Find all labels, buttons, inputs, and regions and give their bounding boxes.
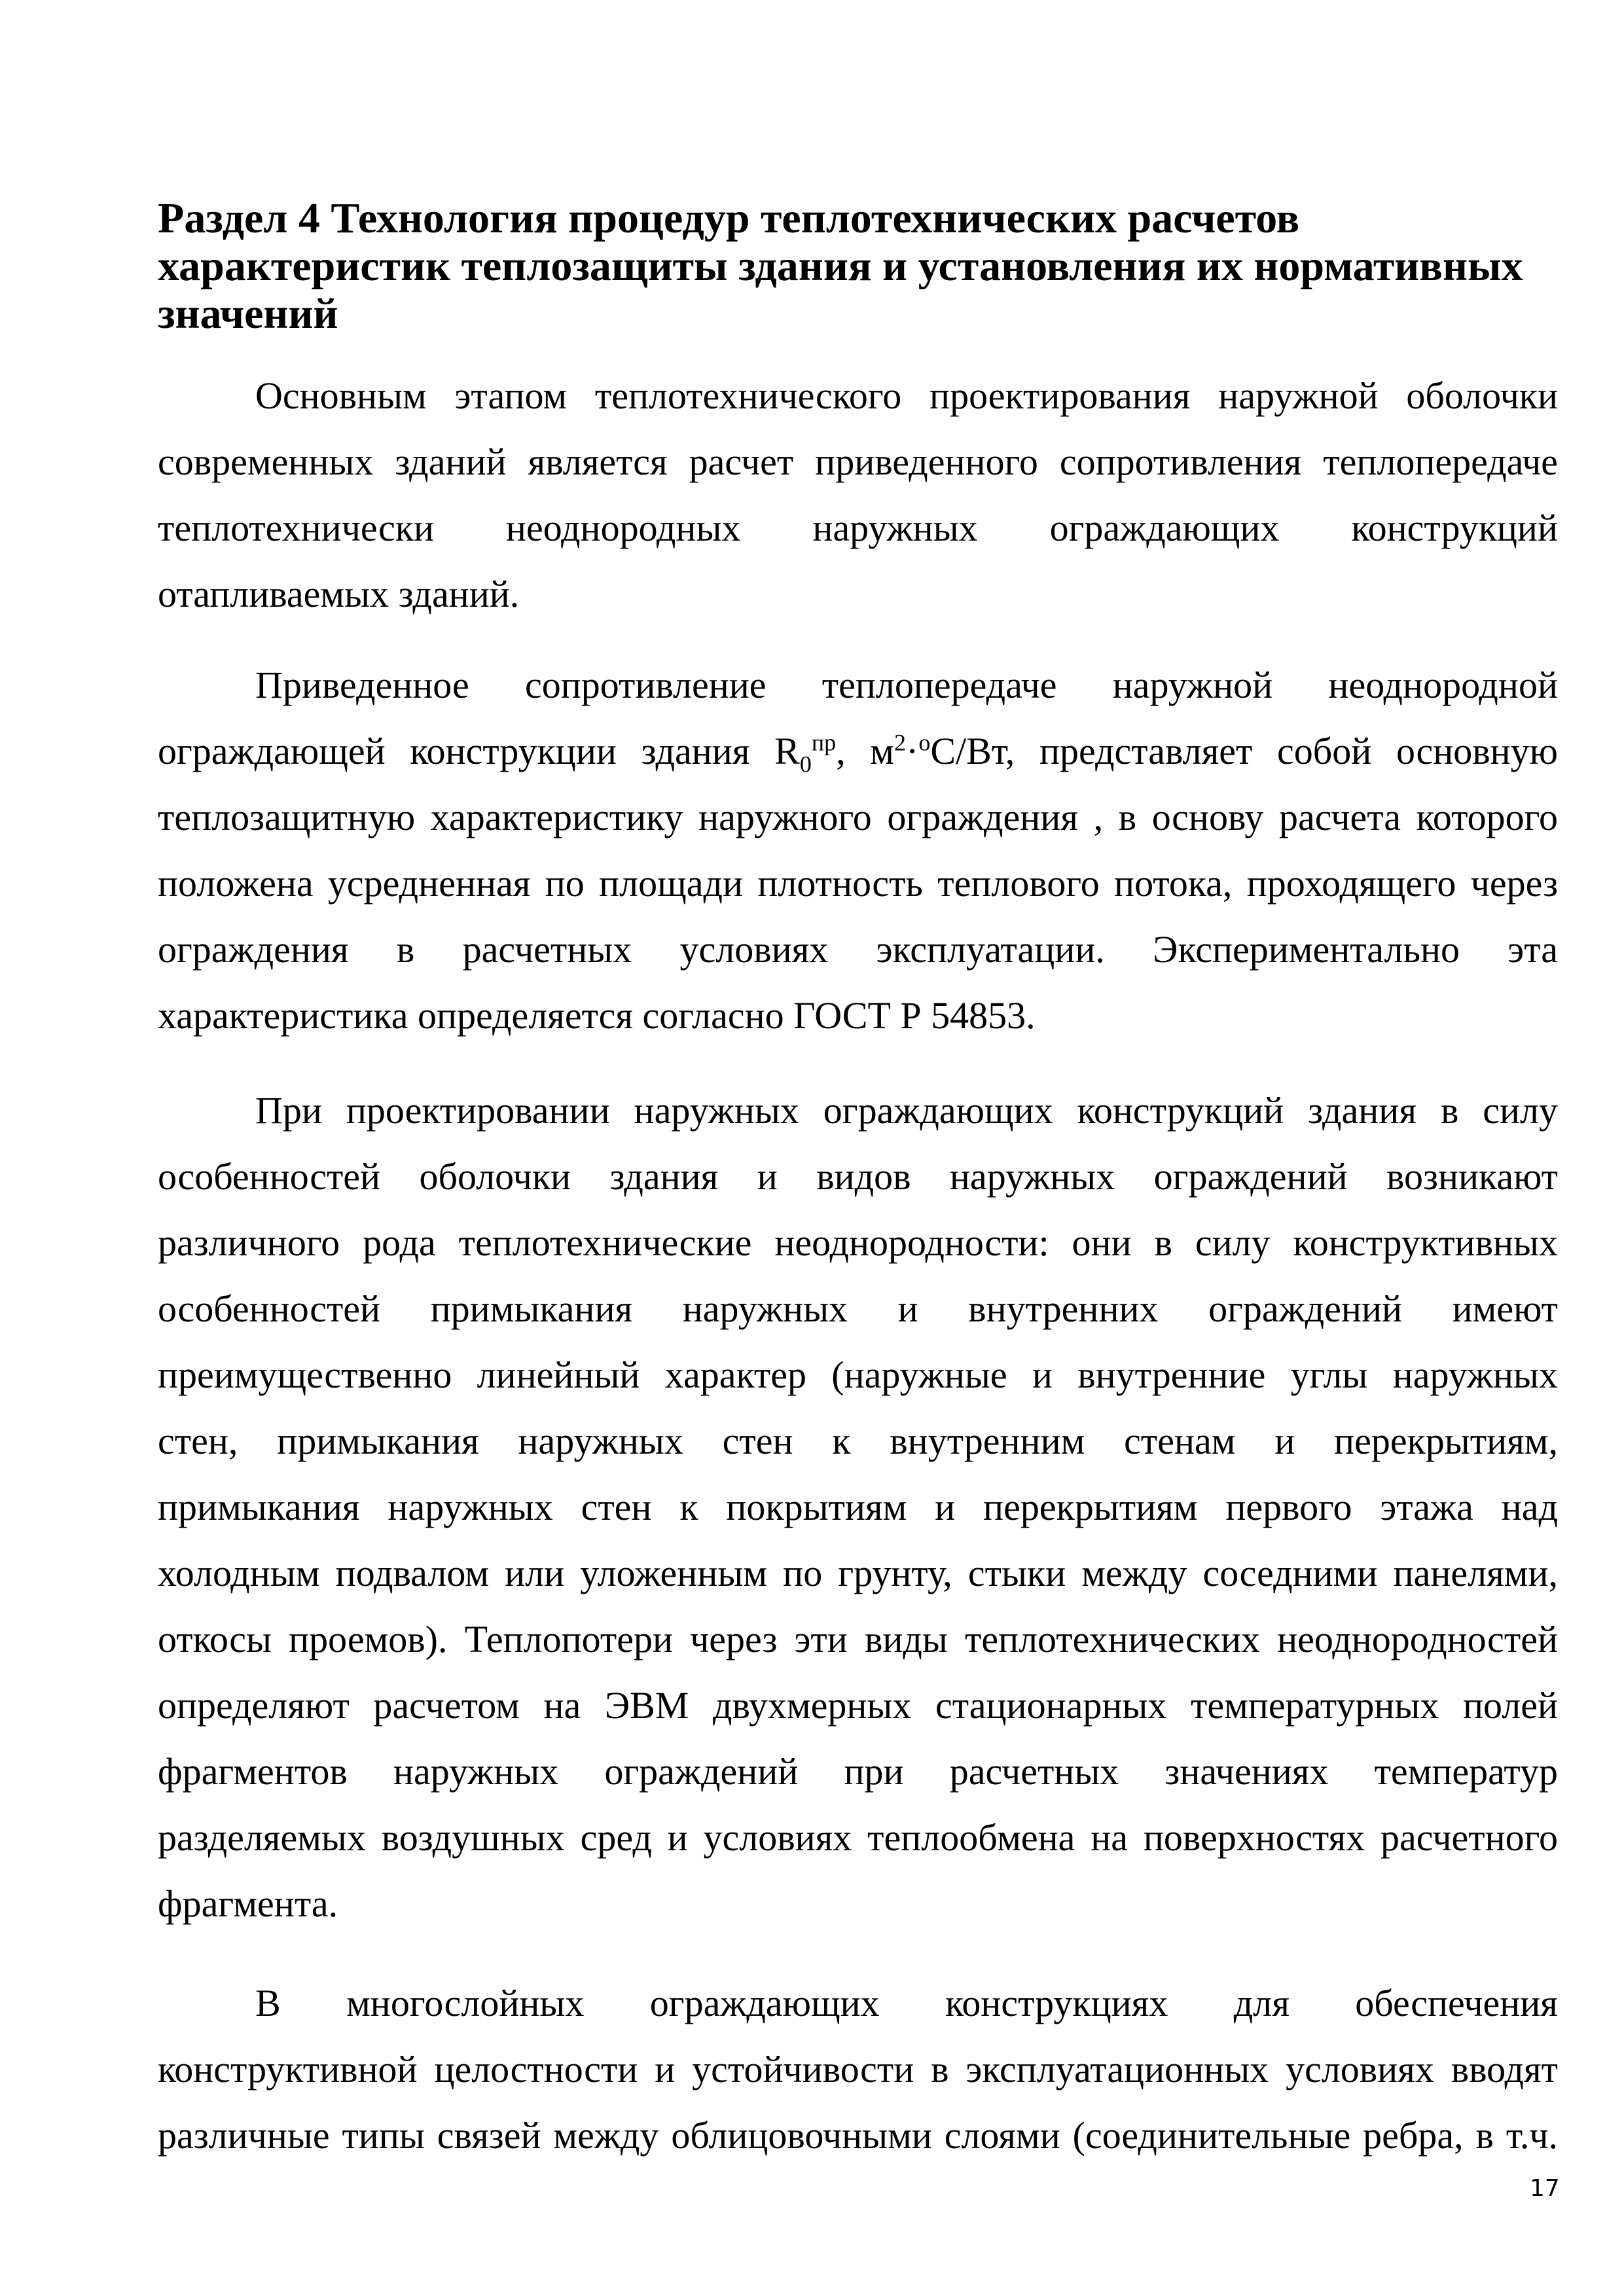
text-line: различные типы связей между облицовочными слоями (соединительные ребра, в т.ч. [158, 2114, 1558, 2157]
text-line-formula [158, 718, 1558, 784]
text-line: положена усредненная по площади плотность теплового потока, проходящего через [158, 862, 1558, 905]
text-line: откосы проемов). Теплопотери через эти виды теплотехнических неоднородностей [158, 1618, 1558, 1660]
text-line: определяют расчетом на ЭВМ двухмерных стационарных температурных полей [158, 1684, 1558, 1727]
text-line: теплозащитную характеристику наружного ограждения , в основу расчета которого [158, 796, 1558, 838]
page-number: 17 [1530, 2175, 1560, 2202]
text-line: теплотехнически неоднородных наружных ограждающих конструкций [158, 507, 1558, 549]
subscript: 0 [799, 751, 812, 778]
text-line: При проектировании наружных ограждающих конструкций здания в силу [255, 1089, 1558, 1132]
superscript: пр [811, 729, 837, 756]
text: · [905, 730, 919, 772]
text-line: Основным этапом теплотехнического проектирования наружной оболочки [255, 374, 1558, 417]
text-line: стен, примыкания наружных стен к внутренним стенам и перекрытиям, [158, 1420, 1558, 1462]
heading-line: Раздел 4 Технология процедур теплотехнических расчетов [158, 194, 1300, 242]
text-line: современных зданий является расчет приведенного сопротивления теплопередаче [158, 440, 1558, 483]
text-line: особенностей оболочки здания и видов наружных ограждений возникают [158, 1155, 1558, 1198]
text-line: особенностей примыкания наружных и внутренних ограждений имеют [158, 1287, 1558, 1330]
text-line: холодным подвалом или уложенным по грунту, стыки между соседними панелями, [158, 1552, 1558, 1594]
paragraph-3 [158, 1077, 1558, 1937]
text-line: разделяемых воздушных сред и условиях теплообмена на поверхностях расчетного [158, 1816, 1558, 1859]
text-line: фрагмента. [158, 1882, 338, 1925]
paragraph-2 [158, 652, 1558, 1049]
text: ограждающей конструкции здания R [158, 730, 800, 772]
text: , м [836, 730, 894, 772]
text-line: преимущественно линейный характер (наружные и внутренние углы наружных [158, 1354, 1558, 1396]
text-line: характеристика определяется согласно ГОСТ Р 54853. [158, 994, 1036, 1037]
text: С/Вт, представляет собой основную [930, 730, 1558, 772]
text-line: примыкания наружных стен к покрытиям и перекрытиям первого этажа над [158, 1486, 1558, 1528]
text-line: фрагментов наружных ограждений при расчетных значениях температур [158, 1750, 1558, 1793]
text-line: ограждения в расчетных условиях эксплуатации. Экспериментально эта [158, 928, 1558, 971]
heading-line: значений [158, 290, 338, 338]
text-line: различного рода теплотехнические неоднородности: они в силу конструктивных [158, 1221, 1558, 1264]
paragraph-1 [158, 363, 1558, 627]
text-line: Приведенное сопротивление теплопередаче наружной неоднородной [255, 664, 1558, 706]
text-line: конструктивной целостности и устойчивости в эксплуатационных условиях вводят [158, 2048, 1558, 2090]
section-heading [158, 194, 1559, 338]
text-line: отапливаемых зданий. [158, 573, 520, 615]
superscript: 2 [893, 729, 906, 756]
text-line: В многослойных ограждающих конструкциях для обеспечения [255, 1982, 1558, 2024]
heading-line: характеристик теплозащиты здания и установления их нормативных [158, 242, 1523, 290]
paragraph-4 [158, 1970, 1558, 2168]
superscript: о [918, 729, 931, 756]
